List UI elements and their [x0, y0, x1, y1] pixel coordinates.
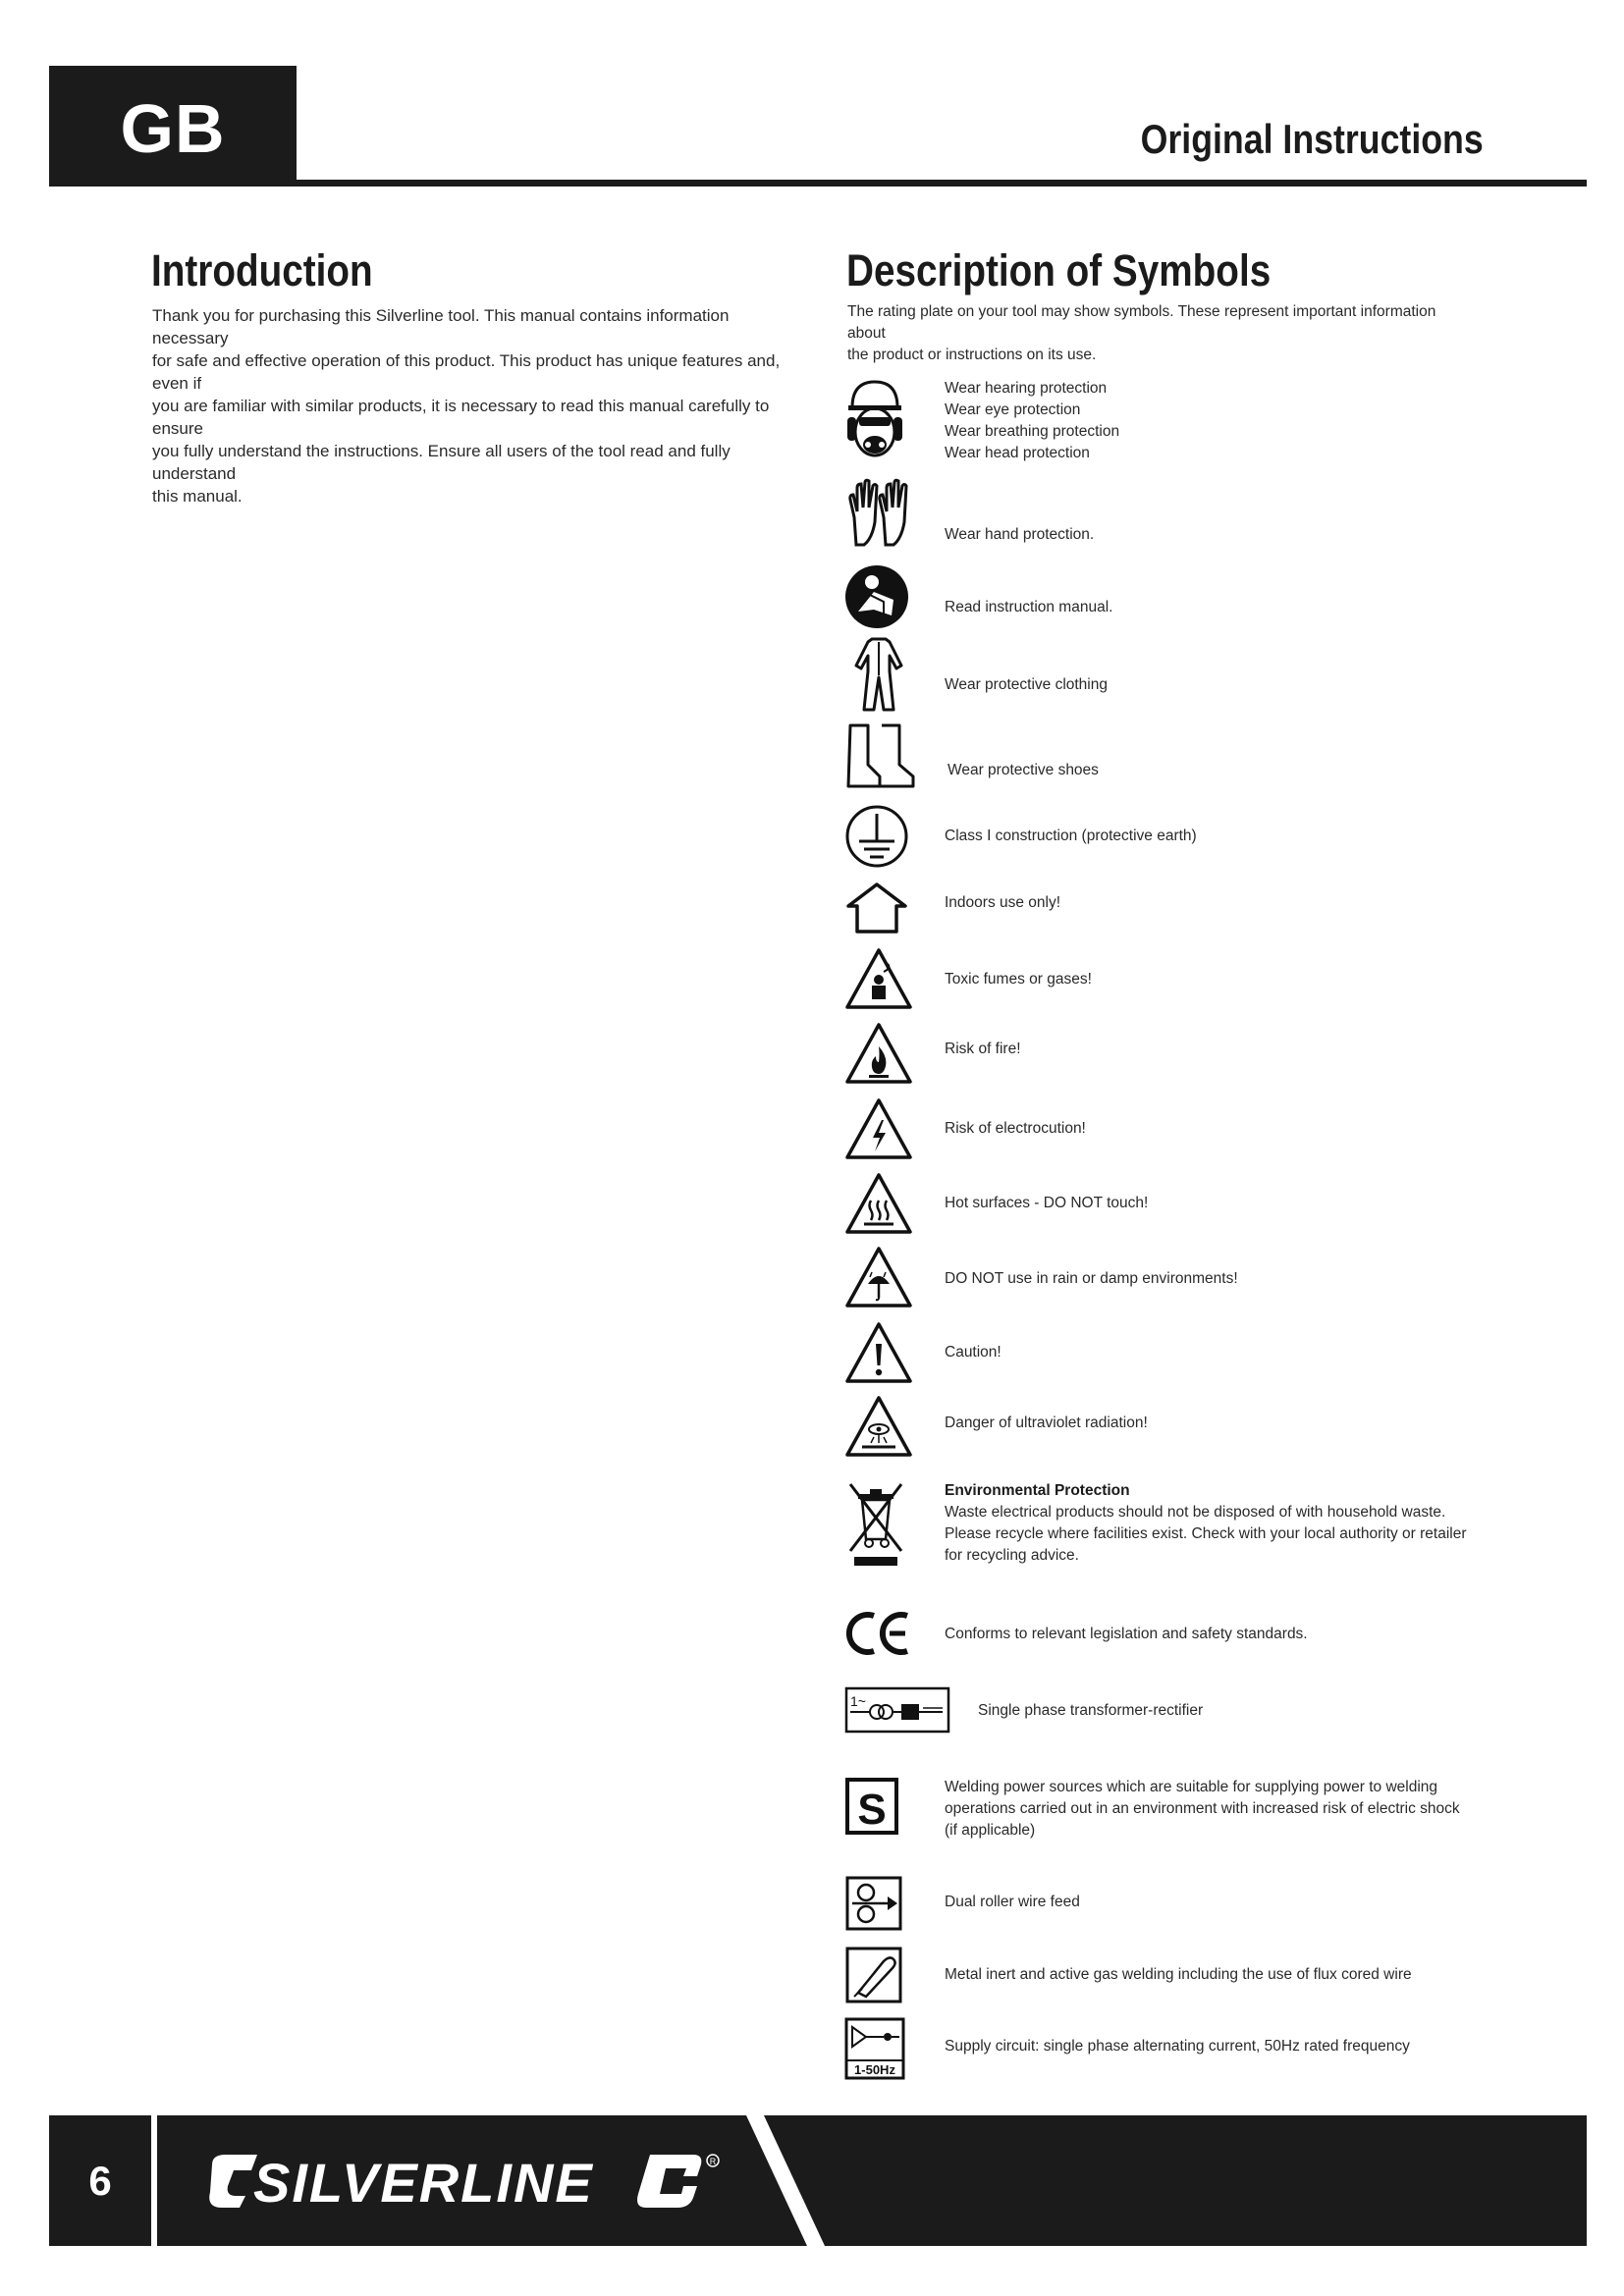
symbol-line: Wear protective clothing — [945, 676, 1108, 693]
symbol-description — [978, 1700, 1528, 1722]
symbols-intro — [847, 301, 1476, 366]
symbol-line: Hot surfaces - DO NOT touch! — [945, 1195, 1149, 1211]
symbol-line: Wear hearing protection — [945, 380, 1108, 397]
symbol-line: for recycling advice. — [945, 1547, 1079, 1564]
intro-line: you are familiar with similar products, it is necessary to read this manual carefully to ensure — [152, 397, 770, 438]
symbol-line: Metal inert and active gas welding including the use of flux cored wire — [945, 1966, 1412, 1983]
rain-icon — [844, 1245, 913, 1309]
header-rule — [49, 180, 1587, 187]
symbol-line: Welding power sources which are suitable for supplying power to welding — [945, 1779, 1438, 1795]
symbol-description — [945, 1777, 1494, 1842]
symbol-line: Toxic fumes or gases! — [945, 971, 1092, 988]
symbol-description — [945, 524, 1494, 546]
ppe-head-icon — [844, 378, 905, 464]
mig-torch-icon — [844, 1946, 903, 2004]
symbol-line: Wear protective shoes — [947, 762, 1099, 778]
symbol-description — [945, 1039, 1494, 1060]
introduction-heading: Introduction — [151, 245, 373, 295]
supply-circuit-label: 1-50Hz — [854, 2062, 895, 2077]
silverline-logo — [206, 2147, 736, 2216]
protective-shoes-icon — [844, 721, 917, 790]
electrocution-icon — [844, 1096, 913, 1161]
symbol-line: Wear head protection — [945, 445, 1090, 461]
weee-bin-icon — [844, 1480, 907, 1567]
symbol-description — [947, 760, 1497, 781]
symbol-description — [945, 892, 1494, 914]
symbol-description — [945, 597, 1494, 618]
hot-surface-icon — [844, 1171, 913, 1236]
page-number: 6 — [88, 2158, 112, 2204]
symbol-description — [945, 1413, 1494, 1434]
symbol-description — [945, 1118, 1494, 1140]
caution-icon — [844, 1320, 913, 1385]
svg-text:R: R — [709, 2157, 717, 2166]
symbol-line: Danger of ultraviolet radiation! — [945, 1415, 1148, 1431]
introduction-text — [152, 304, 790, 507]
footer-bar — [49, 2115, 1587, 2246]
symbol-line: Risk of fire! — [945, 1041, 1021, 1057]
fire-risk-icon — [844, 1021, 913, 1086]
toxic-fumes-icon — [844, 946, 913, 1011]
symbol-description — [945, 1193, 1494, 1214]
intro-line: you fully understand the instructions. Ensure all users of the tool read and fully understand — [152, 442, 731, 483]
symbol-line: Risk of electrocution! — [945, 1120, 1086, 1137]
symbol-line: Supply circuit: single phase alternating current, 50Hz rated frequency — [945, 2038, 1410, 2055]
transformer-label: 1~ — [850, 1693, 866, 1709]
symbol-line: Read instruction manual. — [945, 599, 1113, 615]
symbols-heading: Description of Symbols — [846, 245, 1272, 295]
symbol-line: Class I construction (protective earth) — [945, 828, 1197, 844]
symbol-description — [945, 1964, 1494, 1986]
transformer-rectifier-icon — [844, 1686, 950, 1734]
symbol-title: Environmental Protection — [945, 1482, 1130, 1499]
intro-line: Thank you for purchasing this Silverline tool. This manual contains information necessary — [152, 306, 730, 347]
symbol-line: operations carried out in an environment with increased risk of electric shock — [945, 1800, 1460, 1817]
dual-roller-icon — [844, 1875, 903, 1932]
symbol-description — [945, 1624, 1494, 1645]
symbol-line: Dual roller wire feed — [945, 1894, 1080, 1910]
symbol-description — [945, 674, 1494, 696]
protective-earth-icon — [844, 804, 909, 869]
page-title: Original Instructions — [1140, 116, 1484, 162]
intro-line: for safe and effective operation of this product. This product has unique features and, even if — [152, 351, 781, 393]
symbol-description — [945, 969, 1494, 990]
symbol-description — [945, 2036, 1494, 2057]
symbol-description — [945, 378, 1494, 464]
symbol-line: Conforms to relevant legislation and safety standards. — [945, 1626, 1308, 1642]
symbol-line: Caution! — [945, 1344, 1001, 1361]
symbol-line: Wear eye protection — [945, 401, 1081, 418]
symbol-line: Wear hand protection. — [945, 526, 1095, 543]
symbol-line: Wear breathing protection — [945, 423, 1120, 440]
symbol-line: Please recycle where facilities exist. Check with your local authority or retailer — [945, 1525, 1467, 1542]
symbols-intro-line: the product or instructions on its use. — [847, 347, 1097, 363]
language-code: GB — [120, 90, 226, 167]
s-mark-icon — [844, 1777, 899, 1836]
symbol-line: DO NOT use in rain or damp environments! — [945, 1270, 1238, 1287]
s-mark-label: S — [857, 1786, 887, 1834]
symbol-line: Indoors use only! — [945, 894, 1061, 911]
symbol-description — [945, 1892, 1494, 1913]
brand-name: SILVERLINE — [253, 2152, 594, 2214]
gloves-icon — [844, 478, 919, 549]
symbol-line: Single phase transformer-rectifier — [978, 1702, 1204, 1719]
header-lang-box — [49, 66, 297, 187]
symbols-intro-line: The rating plate on your tool may show symbols. These represent important information about — [847, 303, 1436, 342]
read-manual-icon — [844, 564, 909, 629]
symbol-line: (if applicable) — [945, 1822, 1036, 1839]
symbol-line: Waste electrical products should not be disposed of with household waste. — [945, 1504, 1446, 1521]
ce-mark-icon — [844, 1610, 913, 1657]
symbol-description — [945, 1342, 1494, 1363]
symbol-description — [945, 826, 1494, 847]
supply-circuit-icon — [844, 2017, 905, 2080]
intro-line: this manual. — [152, 487, 243, 506]
symbol-description — [945, 1480, 1494, 1567]
symbol-description — [945, 1268, 1494, 1290]
indoors-icon — [844, 881, 909, 935]
protective-clothing-icon — [854, 636, 903, 713]
uv-radiation-icon — [844, 1394, 913, 1459]
